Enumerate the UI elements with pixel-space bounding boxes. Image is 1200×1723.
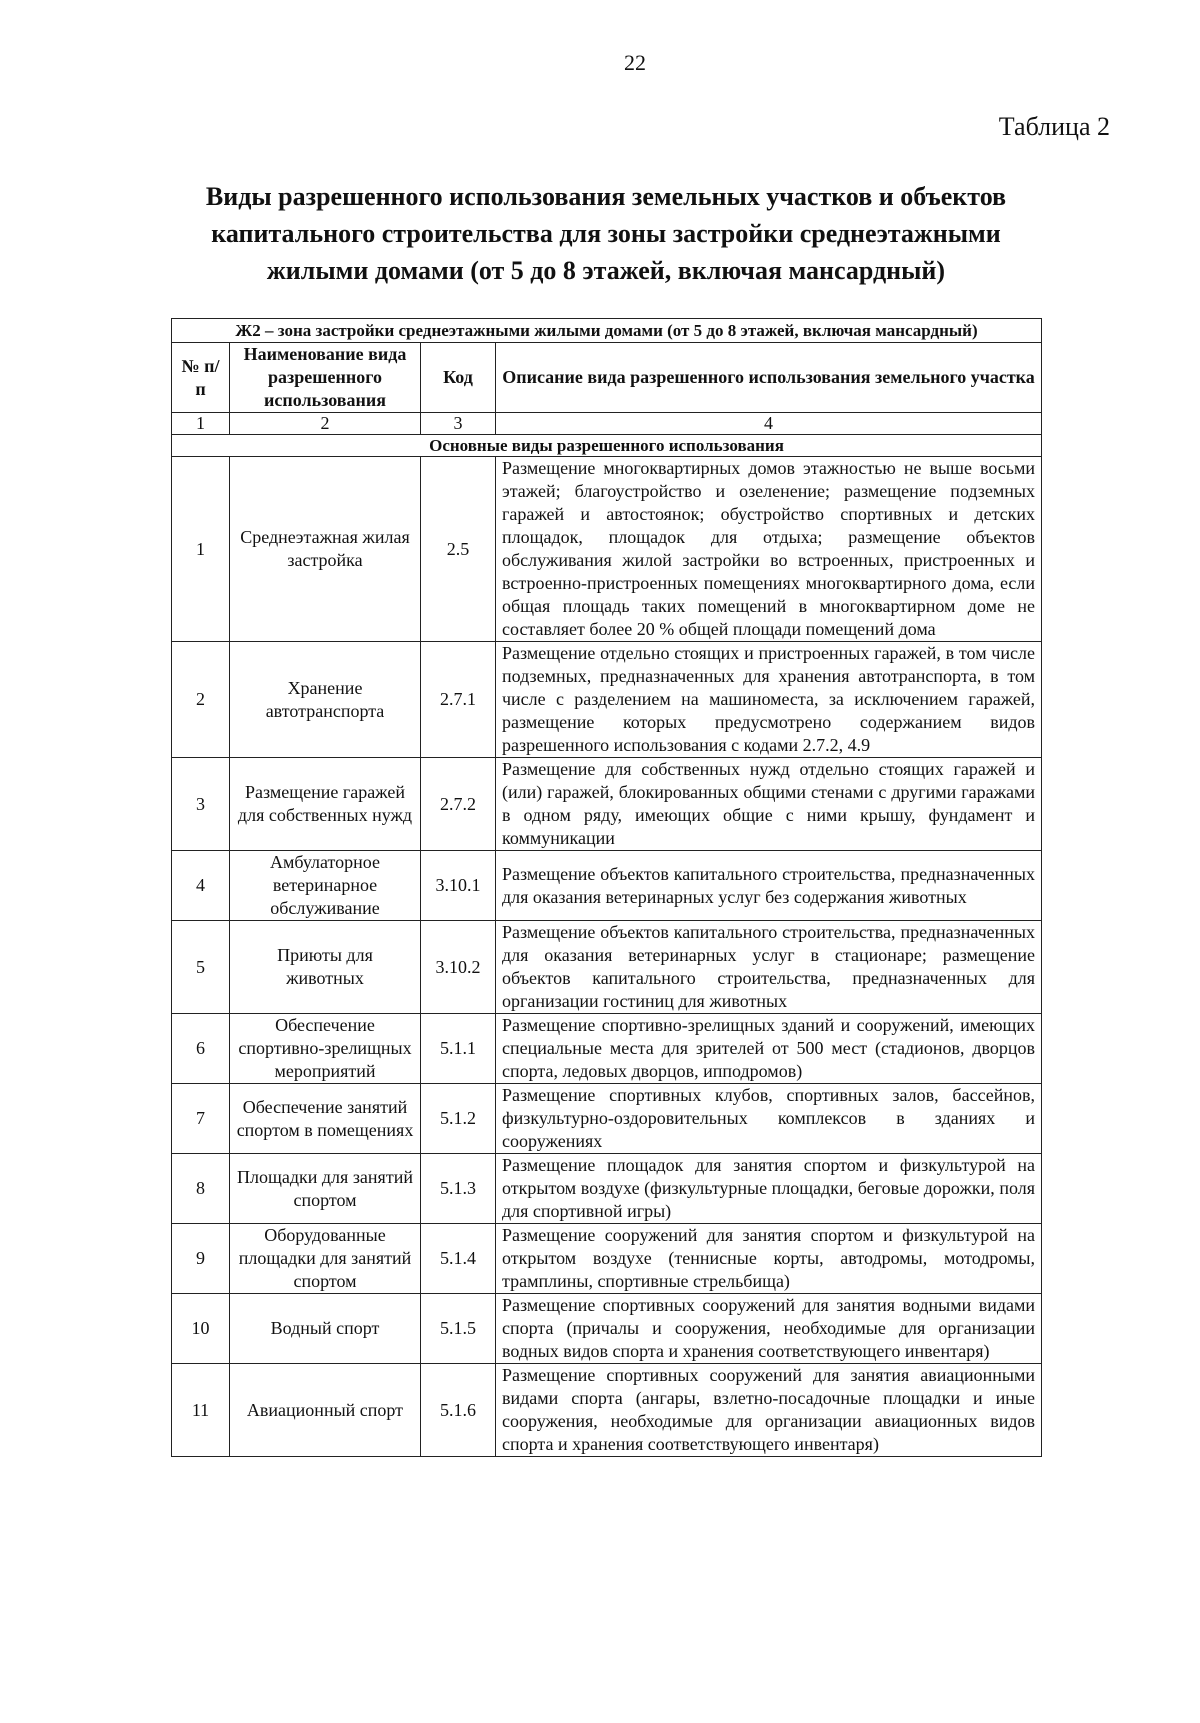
table-row — [172, 1364, 1042, 1457]
row-use-name: Размещение гаражей для собственных нужд — [230, 758, 421, 851]
row-description: Размещение спортивных клубов, спортивных залов, бассейнов, физкультурно-оздоровительных комплексов в зданиях и сооружениях — [496, 1084, 1042, 1154]
table-row — [172, 921, 1042, 1014]
row-description: Размещение площадок для занятия спортом и физкультурой на открытом воздухе (физкультурные площадки, беговые дорожки, поля для спортивной игры) — [496, 1154, 1042, 1224]
row-code: 5.1.5 — [421, 1294, 496, 1364]
table-row — [172, 851, 1042, 921]
row-code: 2.7.1 — [421, 642, 496, 758]
row-use-name: Хранение автотранспорта — [230, 642, 421, 758]
row-description: Размещение сооружений для занятия спортом и физкультурой на открытом воздухе (теннисные корты, автодромы, мотодромы, трамплины, спортивные стрельбища) — [496, 1224, 1042, 1294]
row-number: 2 — [172, 642, 230, 758]
page-number: 22 — [624, 50, 646, 75]
row-code: 5.1.6 — [421, 1364, 496, 1457]
row-description: Размещение спортивно-зрелищных зданий и сооружений, имеющих специальные места для зрителей от 500 мест (стадионов, дворцов спорта, ледовых дворцов, ипподромов) — [496, 1014, 1042, 1084]
row-use-name: Площадки для занятий спортом — [230, 1154, 421, 1224]
row-number: 3 — [172, 758, 230, 851]
row-description: Размещение многоквартирных домов этажностью не выше восьми этажей; благоустройство и озеленение; размещение подземных гаражей и автостоянок; обустройство спортивных и детских площадок, площадок для отдыха; размещение объектов обслуживания жилой застройки во встроенных, пристроенных и встроенно-пристроенных помещениях многоквартирного дома, если общая площадь таких помещений в многоквартирном доме не составляет более 20 % общей площади помещений дома — [496, 457, 1042, 642]
table-row — [172, 642, 1042, 758]
header-num: № п/п — [172, 343, 230, 413]
row-description: Размещение спортивных сооружений для занятия авиационными видами спорта (ангары, взлетно-посадочные площадки и иные сооружения, необходимые для организации авиационных видов спорта и хранения соответствующего инвентаря) — [496, 1364, 1042, 1457]
row-code: 5.1.1 — [421, 1014, 496, 1084]
row-code: 2.7.2 — [421, 758, 496, 851]
row-code: 5.1.2 — [421, 1084, 496, 1154]
column-number: 3 — [421, 413, 496, 435]
row-use-name: Оборудованные площадки для занятий спортом — [230, 1224, 421, 1294]
table-row — [172, 457, 1042, 642]
row-number: 5 — [172, 921, 230, 1014]
row-use-name: Водный спорт — [230, 1294, 421, 1364]
row-number: 11 — [172, 1364, 230, 1457]
row-description: Размещение отдельно стоящих и пристроенных гаражей, в том числе подземных, предназначенных для хранения автотранспорта, в том числе с разделением на машиноместа, за исключением гаражей, размещение которых предусмотрено содержанием видов разрешенного использования с кодами 2.7.2, 4.9 — [496, 642, 1042, 758]
table-row — [172, 758, 1042, 851]
row-use-name: Амбулаторное ветеринарное обслуживание — [230, 851, 421, 921]
row-code: 5.1.3 — [421, 1154, 496, 1224]
row-number: 6 — [172, 1014, 230, 1084]
row-description: Размещение для собственных нужд отдельно стоящих гаражей и (или) гаражей, блокированных общими стенами с другими гаражами в одном ряду, имеющих общие с ними крышу, фундамент и коммуникации — [496, 758, 1042, 851]
column-number: 2 — [230, 413, 421, 435]
column-number: 1 — [172, 413, 230, 435]
table-row — [172, 1154, 1042, 1224]
table-row — [172, 1224, 1042, 1294]
row-number: 9 — [172, 1224, 230, 1294]
table-label: Таблица 2 — [998, 112, 1110, 141]
row-code: 3.10.2 — [421, 921, 496, 1014]
header-name: Наименование вида разрешенного использования — [230, 343, 421, 413]
row-number: 7 — [172, 1084, 230, 1154]
row-code: 5.1.4 — [421, 1224, 496, 1294]
row-number: 8 — [172, 1154, 230, 1224]
row-use-name: Приюты для животных — [230, 921, 421, 1014]
zone-caption: Ж2 – зона застройки среднеэтажными жилыми домами (от 5 до 8 этажей, включая мансардный) — [172, 319, 1042, 343]
row-description: Размещение спортивных сооружений для занятия водными видами спорта (причалы и сооружения, необходимые для организации водных видов спорта и хранения соответствующего инвентаря) — [496, 1294, 1042, 1364]
table-row — [172, 1084, 1042, 1154]
section-row — [172, 435, 1042, 457]
row-number: 10 — [172, 1294, 230, 1364]
zoning-table — [171, 318, 1042, 1457]
row-code: 3.10.1 — [421, 851, 496, 921]
column-number-row — [172, 413, 1042, 435]
row-description: Размещение объектов капитального строительства, предназначенных для оказания ветеринарных услуг в стационаре; размещение объектов капитального строительства, предназначенных для организации гостиниц для животных — [496, 921, 1042, 1014]
column-number: 4 — [496, 413, 1042, 435]
row-use-name: Авиационный спорт — [230, 1364, 421, 1457]
document-title: Виды разрешенного использования земельных участков и объектов капитального строительства для зоны застройки среднеэтажными жилыми домами (от 5 до 8 этажей, включая мансардный) — [205, 182, 1007, 285]
row-use-name: Обеспечение спортивно-зрелищных мероприятий — [230, 1014, 421, 1084]
header-code: Код — [421, 343, 496, 413]
header-row — [172, 343, 1042, 413]
table-row — [172, 1014, 1042, 1084]
row-use-name: Среднеэтажная жилая застройка — [230, 457, 421, 642]
row-code: 2.5 — [421, 457, 496, 642]
table-body — [172, 457, 1042, 1457]
row-number: 1 — [172, 457, 230, 642]
row-number: 4 — [172, 851, 230, 921]
table-row — [172, 1294, 1042, 1364]
section-title: Основные виды разрешенного использования — [172, 435, 1042, 457]
row-use-name: Обеспечение занятий спортом в помещениях — [230, 1084, 421, 1154]
header-desc: Описание вида разрешенного использования земельного участка — [496, 343, 1042, 413]
row-description: Размещение объектов капитального строительства, предназначенных для оказания ветеринарных услуг без содержания животных — [496, 851, 1042, 921]
